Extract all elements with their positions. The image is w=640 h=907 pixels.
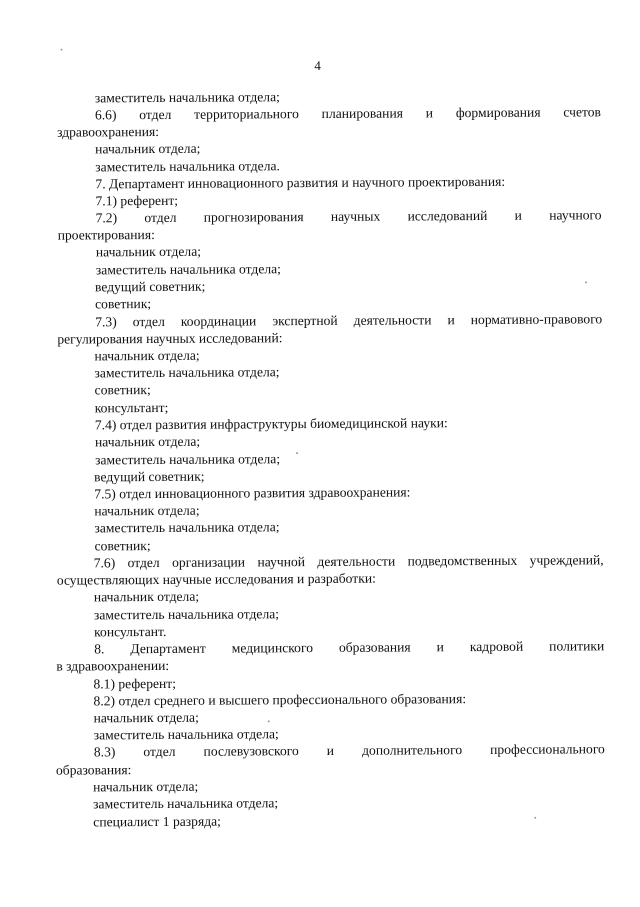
text-line: заместитель начальника отдела; <box>93 606 280 623</box>
text-line: 7.4) отдел развития инфраструктуры биомедицинской науки: <box>94 415 448 433</box>
text-line: 7.1) референт; <box>95 192 179 209</box>
text-line: заместитель начальника отдела; <box>95 261 281 278</box>
scan-speck <box>61 49 63 51</box>
text-line: заместитель начальника отдела; <box>93 726 279 743</box>
page-number: 4 <box>314 57 321 74</box>
text-line: заместитель начальника отдела; <box>94 89 280 106</box>
scan-speck <box>268 720 270 722</box>
text-line: специалист 1 разряда; <box>93 813 221 830</box>
text-line: 8.2) отдел среднего и высшего профессионального образования: <box>93 691 467 709</box>
text-line: начальник отдела; <box>95 140 201 157</box>
text-line: советник; <box>94 382 151 398</box>
text-line: 7. Департамент инновационного развития и научного проектирования: <box>95 173 506 192</box>
text-line: 7.3) отдел координации экспертной деятельности и нормативно-правового <box>95 311 603 330</box>
text-line: начальник отдела; <box>94 433 201 450</box>
text-line: ведущий советник; <box>94 278 206 295</box>
text-line: 7.2) отдел прогнозирования научных исследований и научного <box>95 207 602 226</box>
text-line: начальник отдела; <box>93 709 199 726</box>
scan-speck <box>585 281 587 283</box>
text-line: советник; <box>95 296 152 312</box>
text-line: заместитель начальника отдела; <box>94 519 280 536</box>
text-line: регулирования научных исследований: <box>57 330 283 347</box>
text-line: осуществляющих научные исследования и разработки: <box>56 570 376 588</box>
text-line: 7.5) отдел инновационного развития здравоохранения: <box>94 484 411 502</box>
text-line: советник; <box>94 538 151 554</box>
text-line: 8.3) отдел послевузовского и дополнительного профессионального <box>93 741 605 760</box>
text-line: начальник отдела; <box>95 243 202 260</box>
text-line: 6.6) отдел территориального планирования и формирования счетов <box>94 104 601 123</box>
text-line: заместитель начальника отдела; <box>95 451 281 468</box>
text-line: начальник отдела; <box>94 502 200 519</box>
scan-speck <box>534 817 536 819</box>
text-line: начальник отдела; <box>94 347 200 364</box>
text-line: 7.6) отдел организации научной деятельности подведомственных учреждений, <box>93 552 604 571</box>
text-line: 8.1) референт; <box>93 675 177 692</box>
text-line: консультант; <box>94 399 169 416</box>
scan-speck <box>296 452 298 454</box>
text-line: 8. Департамент медицинского образования и кадровой политики <box>94 638 605 657</box>
text-line: здравоохранения: <box>57 123 160 140</box>
text-line: в здравоохранении: <box>56 657 170 674</box>
text-line: заместитель начальника отдела. <box>95 158 280 175</box>
text-line: консультант. <box>94 623 167 640</box>
text-line: начальник отдела; <box>93 588 200 605</box>
text-line: начальник отдела; <box>93 778 199 795</box>
text-line: заместитель начальника отдела; <box>93 795 279 812</box>
text-line: проектирования: <box>57 227 155 243</box>
text-line: заместитель начальника отдела; <box>94 364 280 381</box>
text-line: ведущий советник; <box>94 468 205 485</box>
text-line: образования: <box>55 762 132 778</box>
